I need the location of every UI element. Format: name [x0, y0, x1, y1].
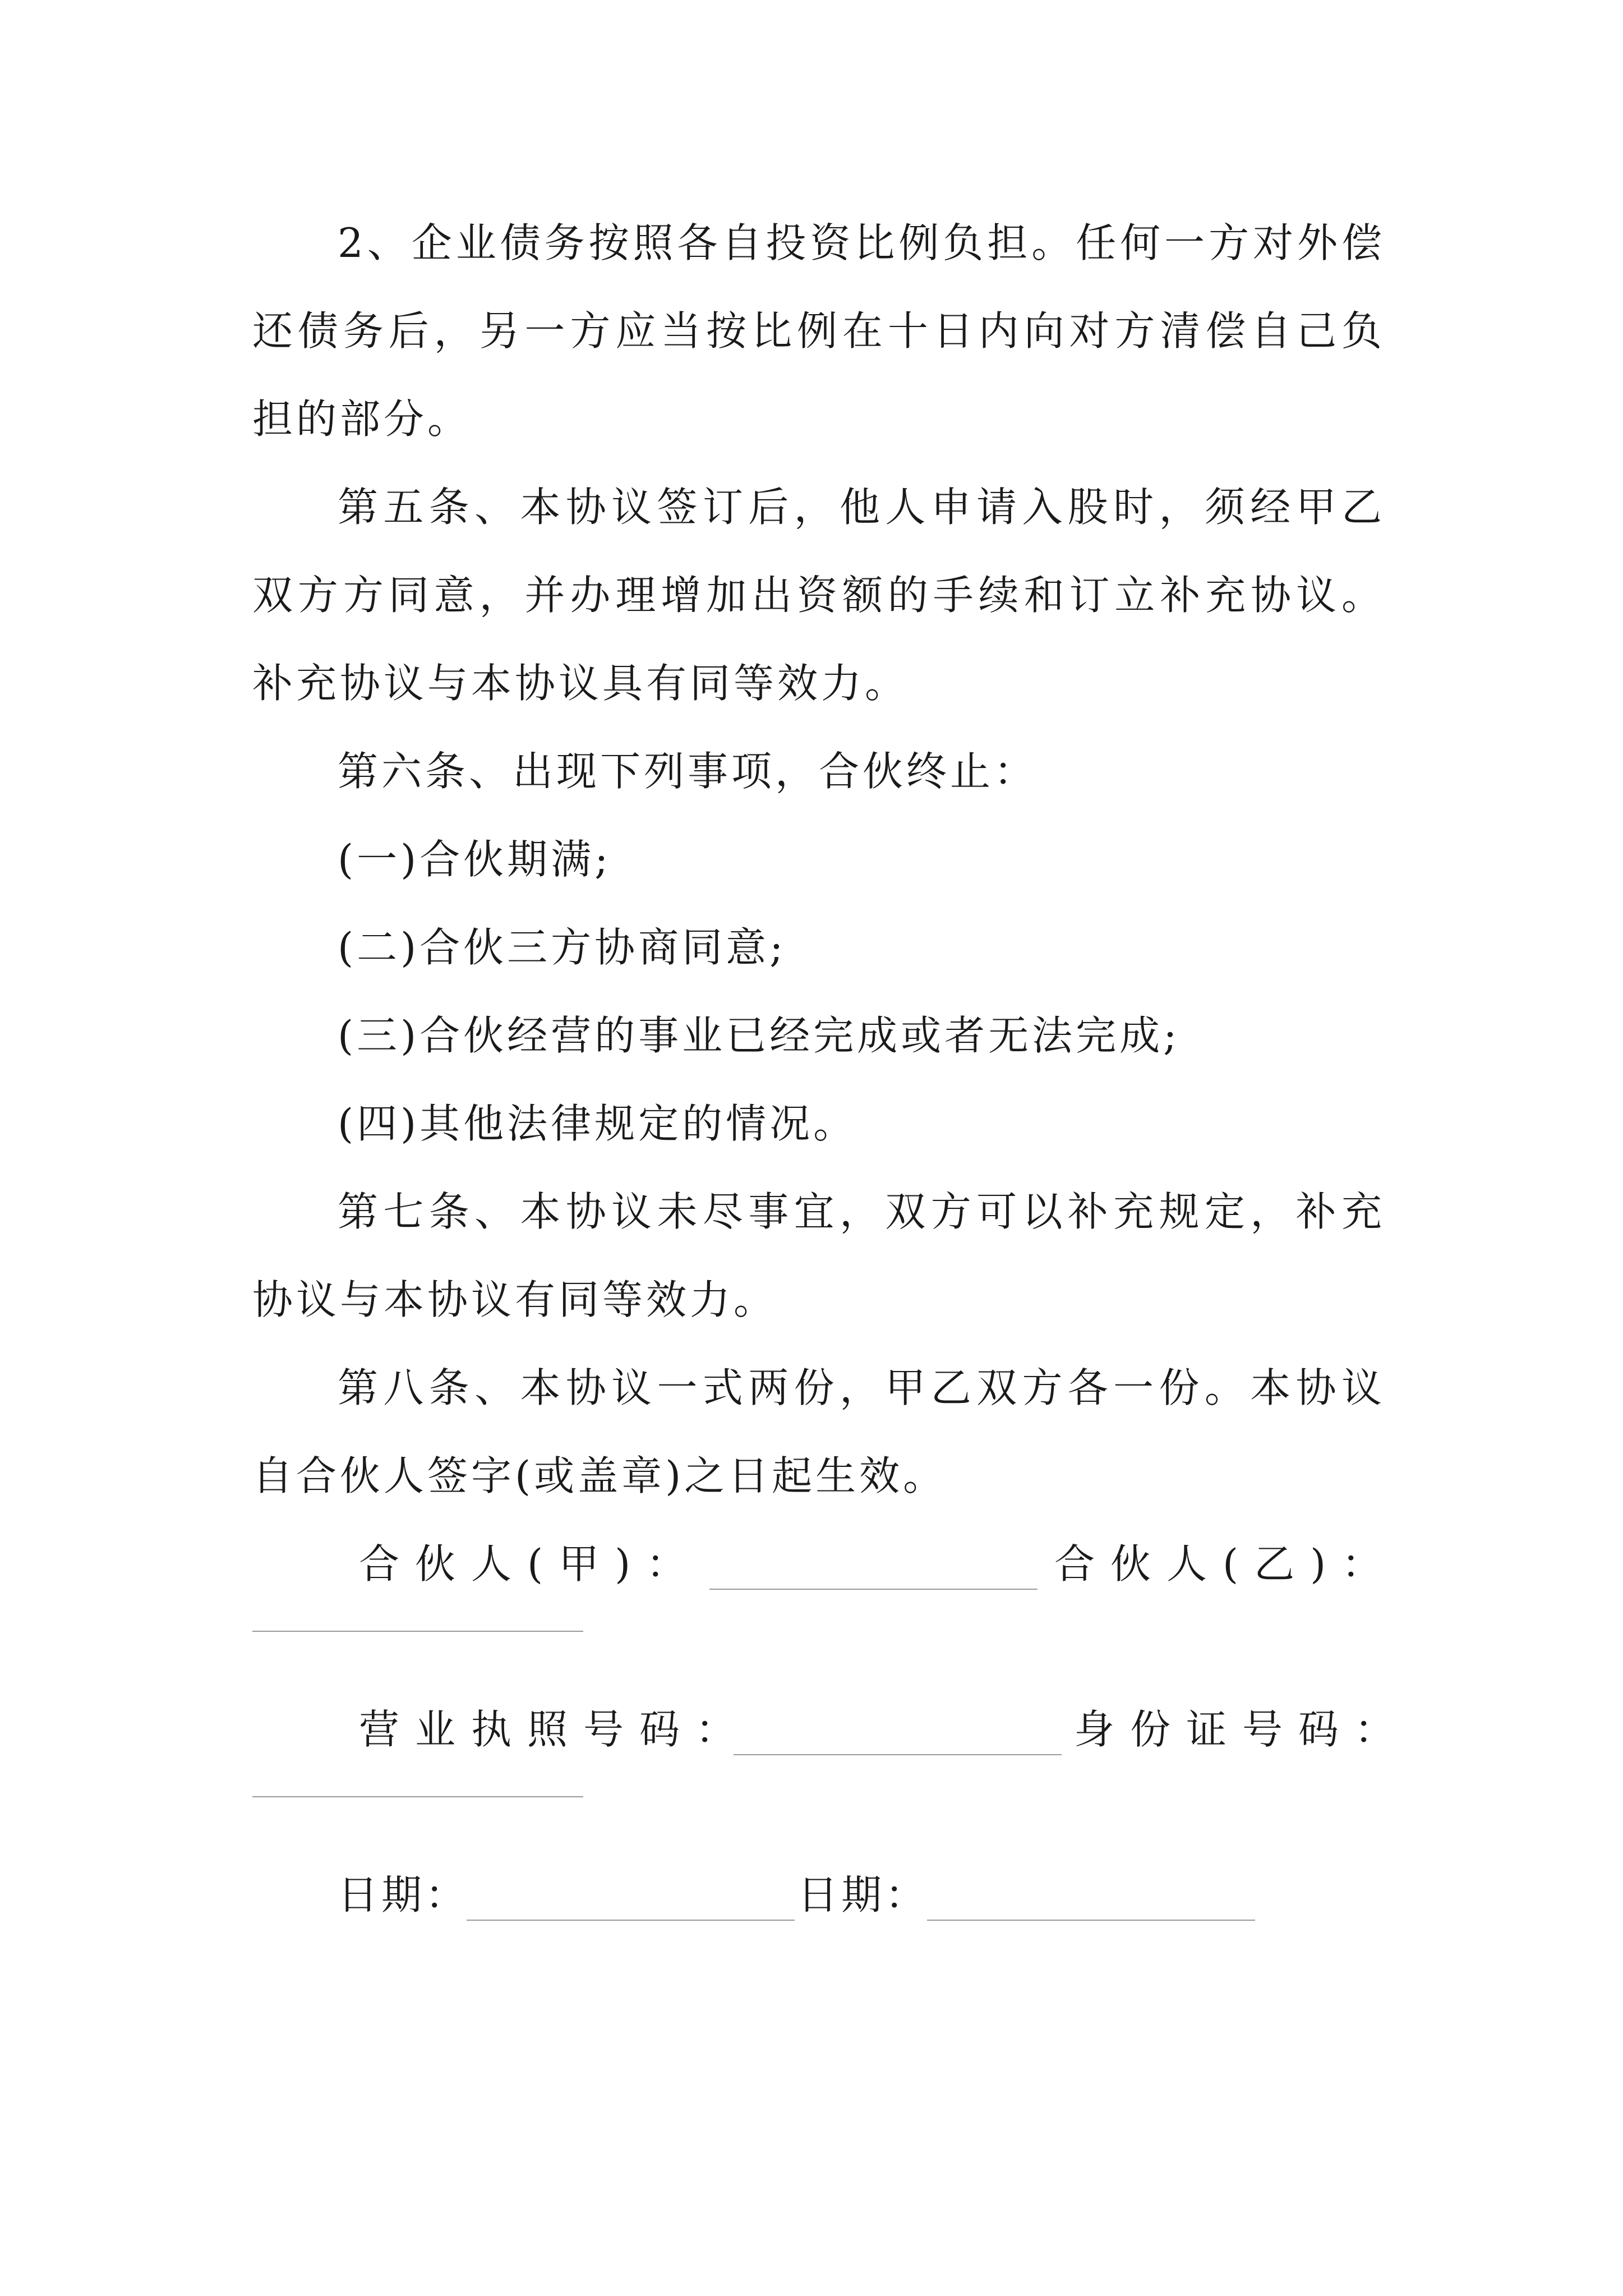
paragraph-article-7: 第七条、本协议未尽事宜，双方可以补充规定，补充协议与本协议有同等效力。	[252, 1188, 1385, 1323]
termination-item-2: (二)合伙三方协商同意;	[338, 924, 787, 971]
document-body	[252, 199, 1411, 1939]
paragraph-article-5: 第五条、本协议签订后，他人申请入股时，须经甲乙双方方同意，并办理增加出资额的手续和订立补充协议。补充协议与本协议具有同等效力。	[252, 484, 1385, 707]
date-b-label: 日期：	[797, 1871, 929, 1918]
termination-item-1: (一)合伙期满;	[338, 836, 612, 883]
date-row	[252, 1851, 1385, 1939]
termination-item-4: (四)其他法律规定的情况。	[338, 1100, 857, 1147]
date-a-blank[interactable]	[467, 1851, 795, 1921]
paragraph-debt-sharing: 2、企业债务按照各自投资比例负担。任何一方对外偿还债务后，另一方应当按比例在十日内向对方清偿自己负担的部分。	[252, 219, 1385, 443]
business-license-blank[interactable]	[734, 1686, 1062, 1755]
partner-a-signature-blank[interactable]	[709, 1520, 1038, 1590]
id-number-blank[interactable]	[252, 1796, 583, 1797]
id-number-label: 身份证号码：	[1074, 1706, 1411, 1753]
business-license-label: 营业执照号码：	[359, 1706, 752, 1753]
partner-signature-row	[252, 1520, 1398, 1608]
partner-a-label: 合伙人(甲)：	[359, 1540, 703, 1588]
date-a-label: 日期：	[338, 1871, 469, 1918]
termination-item-3: (三)合伙经营的事业已经完成或者无法完成;	[338, 1012, 1181, 1059]
partner-b-label: 合伙人(乙)：	[1054, 1540, 1398, 1588]
paragraph-article-6: 第六条、出现下列事项，合伙终止：	[338, 748, 1038, 795]
partner-b-signature-blank[interactable]	[252, 1631, 583, 1632]
partner-b-blank-row	[252, 1608, 1385, 1680]
id-number-blank-row	[252, 1774, 1385, 1846]
paragraph-article-8: 第八条、本协议一式两份，甲乙双方各一份。本协议自合伙人签字(或盖章)之日起生效。	[252, 1364, 1385, 1499]
date-b-blank[interactable]	[927, 1851, 1255, 1921]
license-id-row	[252, 1686, 1411, 1774]
